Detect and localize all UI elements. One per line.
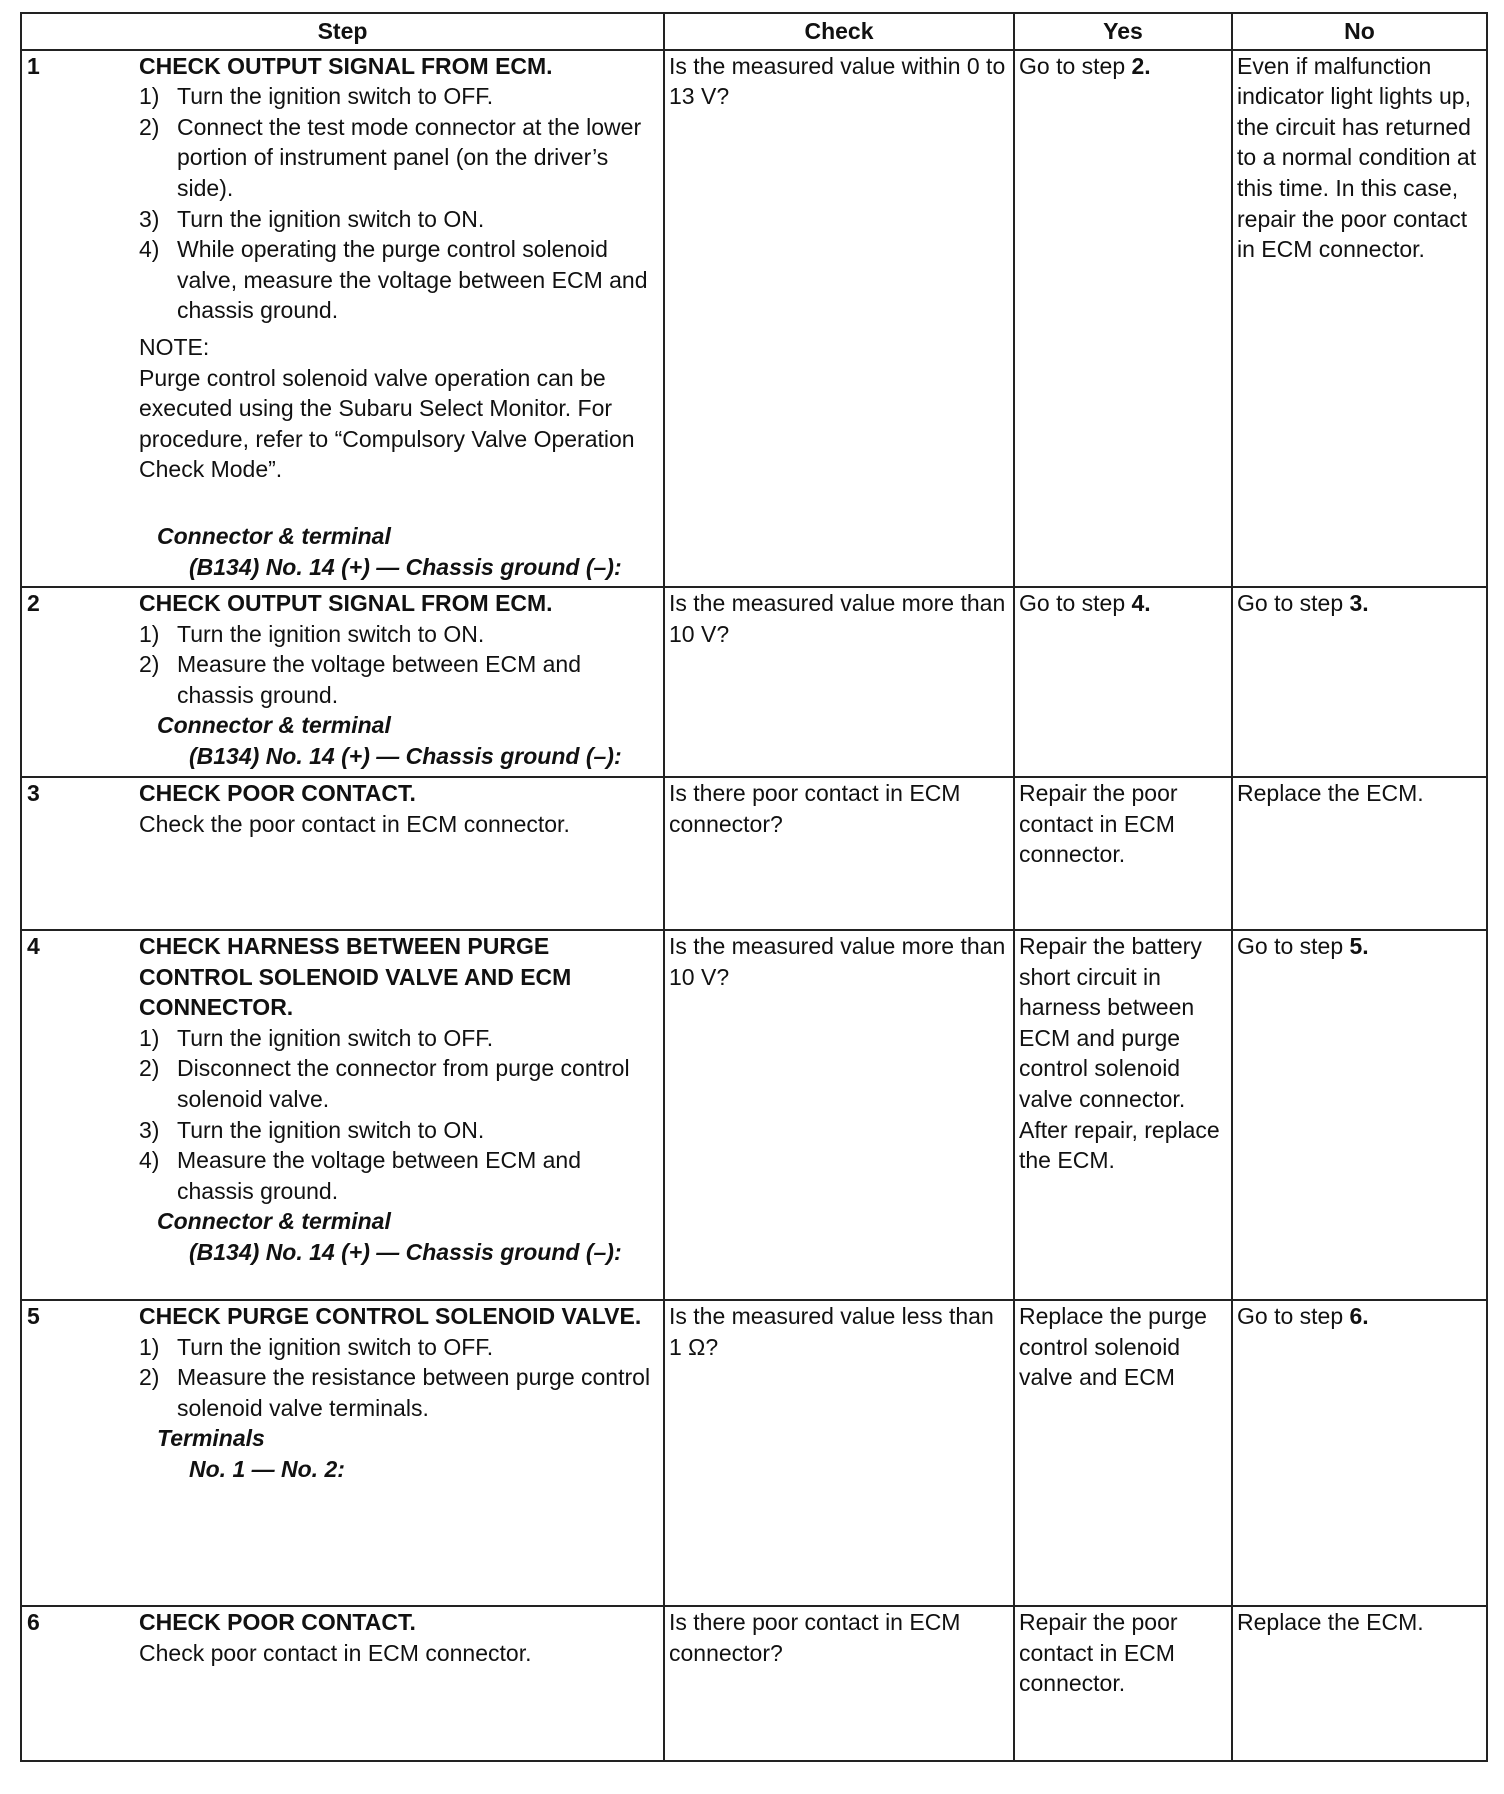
table-row: [21, 777, 1487, 930]
step-title: CHECK OUTPUT SIGNAL FROM ECM.: [139, 52, 553, 79]
step-number: 3: [21, 777, 139, 930]
yes-cell: Go to step 2.: [1014, 50, 1232, 588]
step-title: CHECK POOR CONTACT.: [139, 1609, 416, 1636]
step-title: CHECK HARNESS BETWEEN PURGE CONTROL SOLENOID VALVE AND ECM CONNECTOR.: [139, 933, 572, 1021]
header-check: Check: [664, 13, 1014, 50]
no-cell: Replace the ECM.: [1232, 777, 1487, 930]
no-cell: Replace the ECM.: [1232, 1606, 1487, 1761]
check-cell: Is there poor contact in ECM connector?: [664, 1606, 1014, 1761]
table-row: [21, 930, 1487, 1300]
yes-cell: Go to step 4.: [1014, 587, 1232, 777]
step-cell: [139, 930, 664, 1300]
table-row: [21, 587, 1487, 777]
substep: 1) Turn the ignition switch to OFF.: [139, 1024, 494, 1051]
connector-terminal-value: (B134) No. 14 (+) — Chassis ground (–):: [189, 1239, 622, 1266]
header-yes: Yes: [1014, 13, 1232, 50]
step-title: CHECK OUTPUT SIGNAL FROM ECM.: [139, 590, 553, 617]
step-cell: [139, 50, 664, 588]
yes-cell: Repair the poor contact in ECM connector.: [1014, 1606, 1232, 1761]
connector-terminal-value: (B134) No. 14 (+) — Chassis ground (–):: [189, 553, 622, 580]
check-cell: Is the measured value less than 1 Ω?: [664, 1300, 1014, 1606]
step-title: CHECK POOR CONTACT.: [139, 780, 416, 807]
note-label: NOTE:: [139, 333, 210, 360]
substep: 4) While operating the purge control solenoid valve, measure the voltage between ECM and chassis ground.: [139, 236, 648, 324]
substep: 3) Turn the ignition switch to ON.: [139, 1116, 485, 1143]
step-number: 6: [21, 1606, 139, 1761]
no-cell: Go to step 5.: [1232, 930, 1487, 1300]
no-cell: Even if malfunction indicator light lights up, the circuit has returned to a normal condition at this time. In this case, repair the poor contact in ECM connector.: [1232, 50, 1487, 588]
no-cell: Go to step 6.: [1232, 1300, 1487, 1606]
header-no: No: [1232, 13, 1487, 50]
step-body: Check the poor contact in ECM connector.: [139, 810, 570, 837]
substep: 1) Turn the ignition switch to ON.: [139, 620, 485, 647]
connector-terminal-label: Connector & terminal: [157, 712, 391, 739]
connector-terminal-label: Connector & terminal: [157, 522, 391, 549]
connector-terminal-label: Connector & terminal: [157, 1208, 391, 1235]
step-number: 1: [21, 50, 139, 588]
no-cell: Go to step 3.: [1232, 587, 1487, 777]
check-cell: Is the measured value more than 10 V?: [664, 930, 1014, 1300]
yes-cell: Repair the poor contact in ECM connector.: [1014, 777, 1232, 930]
substep: 2) Measure the voltage between ECM and chassis ground.: [139, 651, 582, 708]
step-number: 2: [21, 587, 139, 777]
substep: 3) Turn the ignition switch to ON.: [139, 205, 485, 232]
terminals-label: Terminals: [157, 1425, 265, 1452]
yes-cell: Replace the purge control solenoid valve and ECM: [1014, 1300, 1232, 1606]
table-row: [21, 50, 1487, 588]
check-cell: Is the measured value more than 10 V?: [664, 587, 1014, 777]
step-cell: [139, 1300, 664, 1606]
diagnostic-procedure-page: [20, 12, 1486, 1762]
yes-cell: Repair the battery short circuit in harness between ECM and purge control solenoid valve connector. After repair, replace the ECM.: [1014, 930, 1232, 1300]
substep: 2) Disconnect the connector from purge control solenoid valve.: [139, 1055, 630, 1113]
note-text: Purge control solenoid valve operation can be executed using the Subaru Select Monitor. For procedure, refer to “Compulsory Valve Operation Check Mode”.: [139, 364, 635, 483]
substep: 4) Measure the voltage between ECM and chassis ground.: [139, 1147, 582, 1204]
substep: 1) Turn the ignition switch to OFF.: [139, 1333, 494, 1360]
step-number: 4: [21, 930, 139, 1300]
check-cell: Is there poor contact in ECM connector?: [664, 777, 1014, 930]
step-title: CHECK PURGE CONTROL SOLENOID VALVE.: [139, 1303, 642, 1330]
step-number: 5: [21, 1300, 139, 1606]
check-cell: Is the measured value within 0 to 13 V?: [664, 50, 1014, 588]
substep: 2) Connect the test mode connector at the lower portion of instrument panel (on the driver’s side).: [139, 113, 642, 201]
table-row: [21, 1606, 1487, 1761]
connector-terminal-value: (B134) No. 14 (+) — Chassis ground (–):: [189, 743, 622, 770]
terminals-value: No. 1 — No. 2:: [189, 1456, 345, 1483]
step-cell: [139, 587, 664, 777]
substep: 2) Measure the resistance between purge control solenoid valve terminals.: [139, 1364, 651, 1421]
table-header-row: [21, 13, 1487, 50]
table-row: [21, 1300, 1487, 1606]
step-cell: [139, 1606, 664, 1761]
substep: 1) Turn the ignition switch to OFF.: [139, 83, 494, 110]
diagnostic-table: [20, 12, 1488, 1762]
step-cell: [139, 777, 664, 930]
step-body: Check poor contact in ECM connector.: [139, 1639, 532, 1666]
header-step: Step: [21, 13, 664, 50]
